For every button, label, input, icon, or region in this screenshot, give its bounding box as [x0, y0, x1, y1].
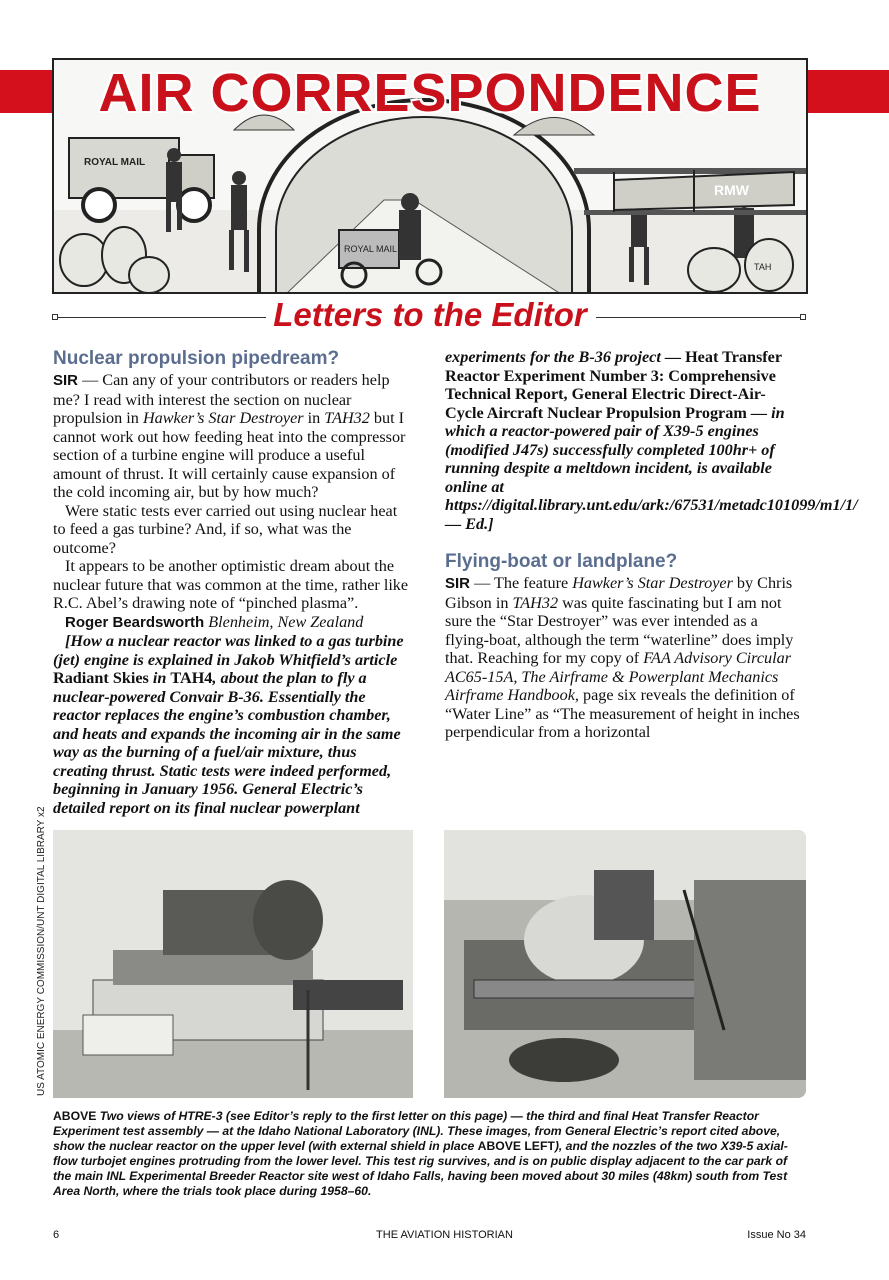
- spacer: [445, 533, 803, 551]
- plane-text: RMW: [714, 182, 749, 198]
- caption-text: ), and the nozzles of the two X39-5 axial-flow turbojet engines protruding from the lower level. This test rig survives, and is on public display adjacent to the car park of the main INL Experimental Breeder Reactor site west of Idaho Falls, having been moved about 30 miles (48km) south from Test Area North, where the trials took place during 1958–60.: [53, 1139, 788, 1198]
- sir-label: SIR: [53, 372, 79, 389]
- article-title: Radiant Skies: [53, 669, 149, 687]
- text: by Chris Gibson in: [445, 574, 793, 612]
- text: , about the plan to fly a nuclear-powered Convair B-36. Essentially the reactor replaces the engine’s combustion chamber, and heats and expands the incoming air in the same way as the burning of a fuel/air mixture, thus creating thrust. Static tests were indeed performed, beginning in January 1956. General Electric’s detailed report on its final nuclear powerplant: [53, 669, 401, 817]
- reference-title: FAA Advisory Circular AC65-15A, The Airframe & Powerplant Mechanics Airframe Handbook,: [445, 649, 792, 704]
- letter-paragraph: It appears to be another optimistic dream about the nuclear future that was common at the time, rather like R.C. Abel’s drawing note of “pinched plasma”.: [53, 557, 409, 612]
- issue-number: Issue No 34: [747, 1229, 806, 1241]
- photo-left-drawing: [53, 830, 413, 1098]
- issue-ref: TAH32: [324, 409, 370, 427]
- van-text: ROYAL MAIL: [84, 157, 146, 168]
- letter-paragraph: Were static tests ever carried out using nuclear heat to feed a gas turbine? And, if so, what was the outcome?: [53, 501, 398, 557]
- letter-paragraph: [445, 574, 803, 742]
- caption-text: Two views of HTRE-3 (see Editor’s reply to the first letter on this page) — the third and final Heat Transfer Reactor Experiment test assembly — at the Idaho National Laboratory (INL). These images, from General Electric’s report cited above, show the nuclear reactor on the upper level (with external shield in place: [53, 1109, 781, 1153]
- column-right: [445, 348, 858, 742]
- author-location: Blenheim, New Zealand: [204, 612, 364, 631]
- header-band-left: [0, 70, 54, 113]
- text: page six reveals the definition of “Water Line” as “The measurement of height in inches perpendicular from a horizontal: [445, 686, 800, 741]
- caption-ref: ABOVE LEFT: [477, 1139, 555, 1153]
- column-left: [53, 348, 409, 817]
- text: but I cannot work out how feeding heat into the compressor section of a turbine engine will produce a useful amount of thrust. It will certainly cause expansion of the cold incoming air, but by how much?: [53, 409, 406, 501]
- issue-ref: TAH32: [512, 593, 559, 612]
- article-title: Hawker’s Star Destroyer: [572, 574, 733, 592]
- page-title: AIR CORRESPONDENCE: [98, 63, 762, 123]
- page-number: 6: [53, 1229, 60, 1241]
- subtitle-row: [52, 296, 808, 338]
- text: [How a nuclear reactor was linked to a gas turbine (jet) engine is explained in Jakob Whitfield’s article: [53, 632, 404, 669]
- text: was quite fascinating but I am not sure the “Star Destroyer” was ever intended as a flying-boat, although the term “waterline” does imply that. Reaching for my copy of: [445, 593, 794, 667]
- photo-credit: US ATOMIC ENERGY COMMISSION/UNT DIGITAL LIBRARY x2: [36, 806, 47, 1096]
- header-illustration: [52, 58, 808, 294]
- photo-right-drawing: [444, 830, 806, 1098]
- text: in: [148, 669, 171, 687]
- text: — The feature: [470, 574, 573, 592]
- text: experiments for the B-36 project —: [445, 348, 686, 366]
- photo-caption: [53, 1109, 808, 1199]
- letter-heading: Nuclear propulsion pipedream?: [53, 348, 340, 369]
- letter-paragraph: [53, 371, 409, 502]
- cart-text: ROYAL MAIL: [344, 244, 398, 254]
- caption-lead: ABOVE: [53, 1109, 97, 1123]
- magazine-name: THE AVIATION HISTORIAN: [376, 1229, 513, 1241]
- author-name: Roger Beardsworth: [65, 613, 205, 631]
- issue-ref: TAH4: [170, 669, 213, 687]
- sack-text: TAH: [754, 262, 772, 272]
- editor-reply: [53, 632, 409, 817]
- header-band-right: [806, 70, 889, 113]
- photo-htre3-unshielded: [444, 830, 806, 1098]
- text: — in which a reactor-powered pair of X39-5 engines (modified J47s) successfully completed 100hr+ of running despite a meltdown incident, is available online at https://digital.library.unt.edu/ark:/67531/metadc101099/m1/1/ — Ed.]: [445, 403, 858, 533]
- sir-label: SIR: [445, 575, 471, 592]
- report-title: Heat Transfer Reactor Experiment Number 3: Comprehensive Technical Report, General Electric Direct-Air-Cycle Aircraft Nuclear Propulsion Program: [445, 348, 782, 422]
- article-title: Hawker’s Star Destroyer: [142, 409, 304, 427]
- letter-signature: [53, 613, 409, 633]
- text: in: [303, 409, 325, 427]
- photo-htre3-shielded: [53, 830, 413, 1098]
- text: — Can any of your contributors or readers help me? I read with interest the section on nuclear propulsion in: [53, 371, 390, 427]
- editor-reply-continued: [445, 348, 858, 533]
- page-subtitle: Letters to the Editor: [273, 296, 587, 333]
- letter-heading: Flying-boat or landplane?: [445, 551, 678, 572]
